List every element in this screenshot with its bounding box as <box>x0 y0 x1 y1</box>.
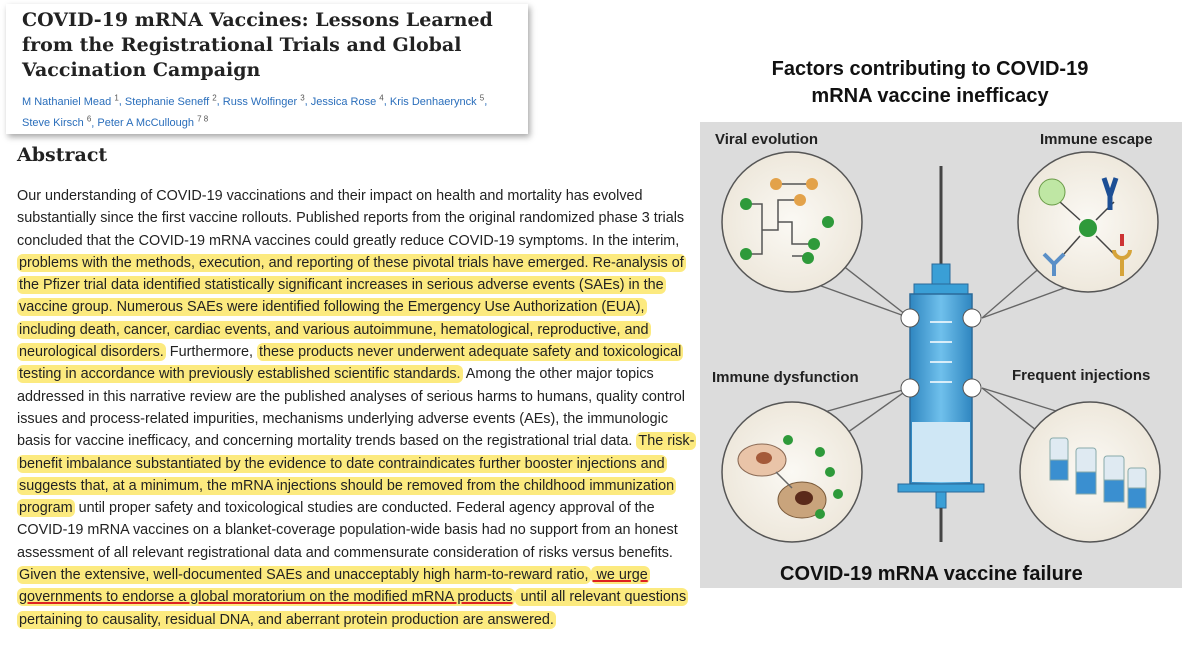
author-link[interactable]: Kris Denhaerynck $^5$ <box>389 93 485 108</box>
abstract-text <box>17 185 697 631</box>
highlighted-segment: problems with the methods, execution, and reporting of these pivotal trials have emerged. Re-analysis of the Pfizer trial data identified statistically significant increases in serious adverse events (SAEs) in the vaccine group. Numerous SAEs were identified following the Emergency Use Authorization (EUA), including death, cancer, cardiac events, and various autoimmune, hematological, reproductive, and neurological disorders. <box>19 254 684 361</box>
author-link[interactable]: Russ Wolfinger $^3$ <box>222 93 305 108</box>
author-link[interactable]: M Nathaniel Mead $^1$ <box>22 93 119 108</box>
author-link[interactable]: Stephanie Seneff $^2$ <box>124 93 217 108</box>
panel-label-viral-evolution: Viral evolution <box>715 131 819 148</box>
frequent-injections-circle <box>1020 402 1160 542</box>
figure-title-line-2: mRNA vaccine inefficacy <box>811 85 1049 107</box>
paper-title: COVID-19 mRNA Vaccines: Lessons Learned from the Registrational Trials and Global Vaccination Campaign <box>22 9 493 81</box>
paper-title-card <box>6 4 528 134</box>
author-link[interactable]: Steve Kirsch $^6$ <box>22 114 92 130</box>
figure-title <box>740 56 1120 110</box>
panel-label-immune-escape: Immune escape <box>1040 131 1153 148</box>
vaccine-failure-label: COVID-19 mRNA vaccine failure <box>780 563 1083 585</box>
abstract-segment: until proper safety and toxicological studies are conducted. Federal agency approval of the COVID-19 mRNA vaccines on a blanket-coverage population-wide basis had no support from an honest assessment of all relevant registrational data and commensurate consideration of risks versus benefits. <box>17 500 678 561</box>
virus-icon <box>1079 219 1097 237</box>
abstract-segment: Among the other major topics addressed in this narrative review are the published analyses of serious harms to humans, quality control issues and process-related impurities, mechanisms underlying adverse events (AEs), the immunologic basis for vaccine inefficacy, and concerning mortality trends based on the registrational trial data. <box>17 366 685 450</box>
immune-dysfunction-circle <box>722 402 862 542</box>
abstract-heading: Abstract <box>17 144 108 166</box>
highlighted-segment: The risk-benefit imbalance substantiated by the evidence to date contraindicates further booster injections and suggests that, at a minimum, the mRNA injections should be removed from the childhood immunization program <box>19 433 695 517</box>
highlighted-segment: these products never underwent adequate safety and toxicological testing in accordance with previously established scientific standards. <box>19 344 682 383</box>
author-list: M Nathaniel Mead $^1$, Stephanie Seneff $^2$, Russ Wolfinger $^3$, Jessica Rose $^4$, Kris Denhaerynck $^5$, Steve Kirsch $^6$, Peter A McCullough $^{7 8}$ <box>22 93 488 130</box>
immune-escape-circle <box>1018 152 1158 292</box>
figure-title-line-1: Factors contributing to COVID-19 <box>771 58 1089 80</box>
panel-label-immune-dysfunction: Immune dysfunction <box>712 369 859 386</box>
highlighted-segment: Given the extensive, well-documented SAEs and unacceptably high harm-to-reward ratio, <box>19 567 589 584</box>
underlined-highlighted-segment: we urge governments to endorse a global moratorium on the modified mRNA products <box>19 567 648 606</box>
viral-evolution-circle <box>722 152 862 292</box>
panel-label-frequent-injections: Frequent injections <box>1012 367 1151 384</box>
author-link[interactable]: Jessica Rose $^4$ <box>310 93 384 108</box>
author-link[interactable]: Peter A McCullough $^{7 8}$ <box>97 114 209 130</box>
abstract-segment: Furthermore, <box>165 344 257 361</box>
immune-cell-icon <box>1039 179 1065 205</box>
highlighted-segment: until all relevant questions pertaining to causality, residual DNA, and aberrant protein production are answered. <box>19 589 687 628</box>
vaccine-failure-figure <box>700 122 1182 588</box>
abstract-segment: Our understanding of COVID-19 vaccinations and their impact on health and mortality has evolved substantially since the first vaccine rollouts. Published reports from the original randomized phase 3 trials concluded that the COVID-19 mRNA vaccines could greatly reduce COVID-19 symptoms. In the interim, <box>17 188 685 249</box>
